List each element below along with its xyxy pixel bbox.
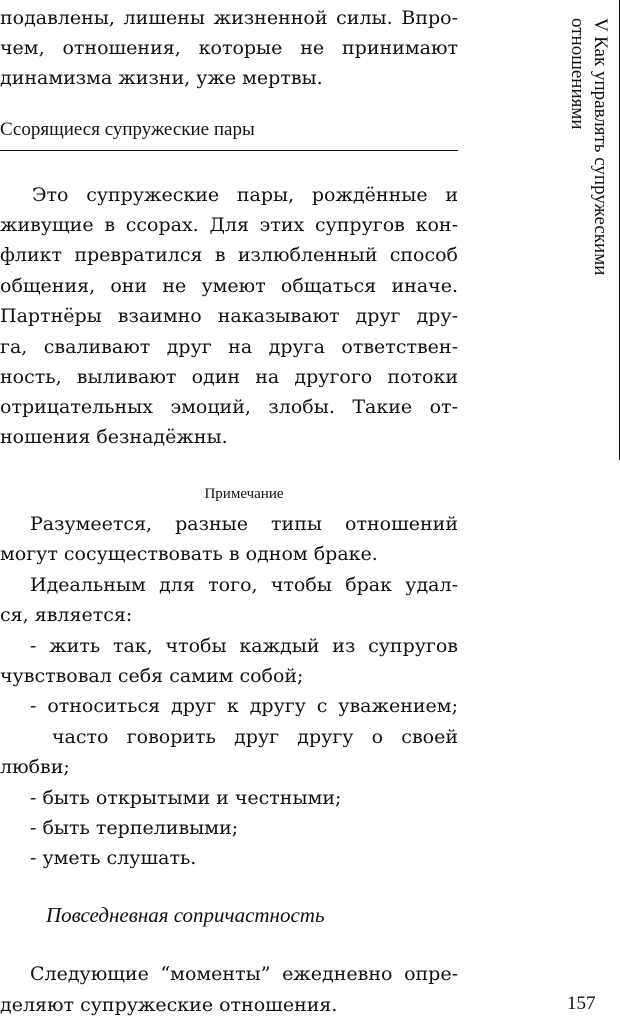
text-line: часто говорить друг другу о своей (52, 726, 458, 748)
text-line: га, сваливают друг на друга ответствен- (0, 336, 458, 358)
note-title: Примечание (204, 486, 284, 502)
text-line: ношения безнадёжны. (0, 426, 228, 448)
text-line: - быть открытыми и честными; (30, 787, 342, 809)
page-number: 157 (567, 993, 596, 1014)
text-line: живущие в ссорах. Для этих супругов кон- (0, 214, 458, 236)
text-line: ность, выливают один на другого потоки (0, 366, 458, 388)
text-line: - быть терпеливыми; (30, 817, 239, 839)
text-line: Разумеется, разные типы отношений (30, 513, 458, 535)
text-line: фликт превратился в излюбленный способ (0, 244, 458, 266)
text-line: деляют супружеские отношения. (0, 994, 338, 1016)
text-line: общения, они не умеют общаться иначе. (0, 275, 458, 297)
text-line: - относиться друг к другу с уважением; (30, 695, 458, 717)
text-line: отрицательных эмоций, злобы. Такие от- (0, 396, 458, 418)
section-heading: Ссорящиеся супружеские пары (0, 119, 255, 140)
text-line: динамизма жизни, уже мертвы. (0, 67, 323, 89)
running-header (566, 18, 612, 275)
text-line: - жить так, чтобы каждый из супругов (30, 635, 458, 657)
text-line: подавлены, лишены жизненной силы. Впро- (0, 7, 458, 29)
text-line: любви; (0, 756, 70, 778)
italic-heading: Повседневная сопричастность (46, 903, 325, 927)
text-line: чувствовал себя самим собой; (0, 665, 304, 687)
text-line: Следующие “моменты” ежедневно опре- (30, 963, 458, 985)
text-line: Партнёры взаимно наказывают друг дру- (0, 305, 458, 327)
heading-underline (0, 150, 458, 151)
running-header-line: V Как управлять супружескими (590, 18, 611, 276)
text-line: - уметь слушать. (30, 847, 197, 869)
running-header-line: отношениями (567, 18, 588, 130)
text-line: Идеальным для того, чтобы брак удал- (30, 574, 458, 596)
text-line: могут сосуществовать в одном браке. (0, 543, 378, 565)
text-line: ся, является: (0, 604, 133, 626)
text-line: Это супружеские пары, рождённые и (32, 184, 458, 206)
text-line: чем, отношения, которые не принимают (0, 37, 458, 59)
